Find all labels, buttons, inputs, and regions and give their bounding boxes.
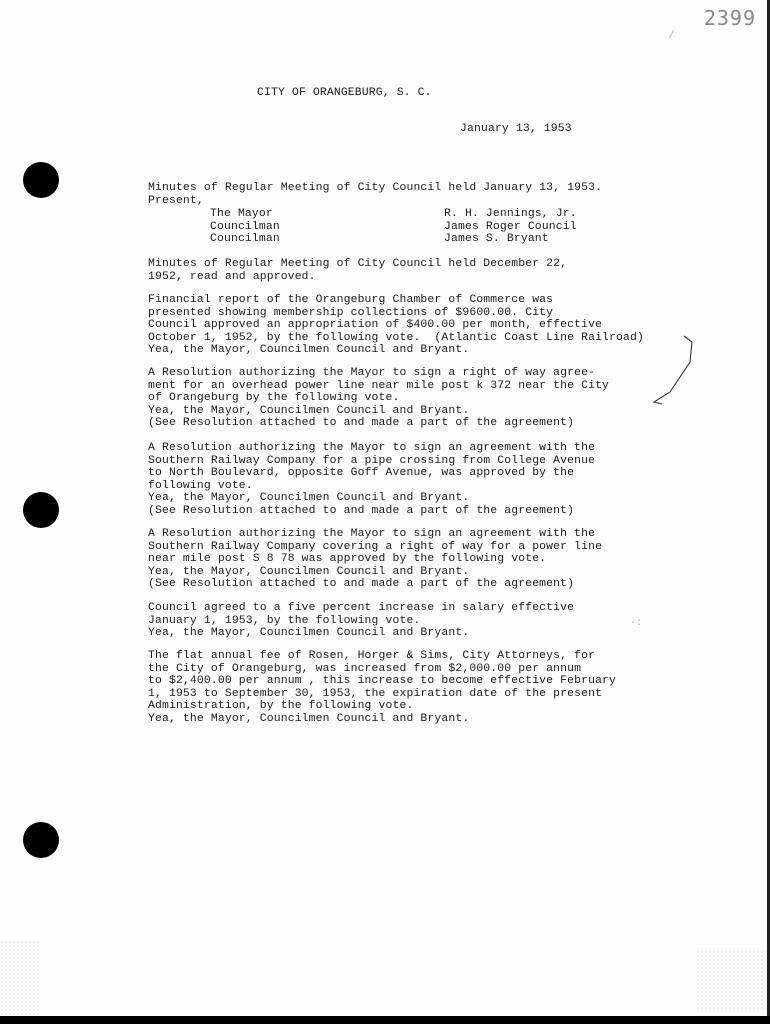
ink-speck: ·: <box>630 618 643 629</box>
scan-noise <box>696 950 766 1010</box>
margin-bracket-mark <box>640 332 700 412</box>
meeting-date: January 13, 1953 <box>460 123 572 135</box>
page-number: 2399 <box>703 6 756 30</box>
attendance-titles: The Mayor Councilman Councilman <box>210 208 280 246</box>
scan-noise <box>0 940 40 1020</box>
paragraph-finance: Financial report of the Orangeburg Chamber of Commerce was presented showing membership collections of $9600.00. City Council approved an appropriation of $400.00 per month, effective October 1, 1952, by the following vote. (Atlantic Coast Line Railroad) Yea, the Mayor, Councilmen Council and Bryant. <box>148 294 644 357</box>
city-header: CITY OF ORANGEBURG, S. C. <box>257 87 432 99</box>
paragraph-minutes: Minutes of Regular Meeting of City Council held December 22, 1952, read and approved. <box>148 258 568 283</box>
pencil-tick-mark: ⁄ <box>668 28 676 42</box>
paragraph-attorney-fee: The flat annual fee of Rosen, Horger & Sims, City Attorneys, for the City of Orangeburg, was increased from $2,000.00 per annum to $2,400.00 per annum , this increase to become effective February 1, 1953 to September 30, 1953, the expiration date of the present Administration, by the following vote. Yea, the Mayor, Councilmen Council and Bryant. <box>148 650 617 725</box>
scan-edge <box>0 1016 770 1024</box>
paragraph-salary: Council agreed to a five percent increase in salary effective January 1, 1953, by the following vote. Yea, the Mayor, Councilmen Council and Bryant. <box>148 602 575 640</box>
punch-hole <box>23 162 59 198</box>
punch-hole <box>23 822 59 858</box>
attendance-names: R. H. Jennings, Jr. James Roger Council James S. Bryant <box>444 208 577 246</box>
intro-paragraph: Minutes of Regular Meeting of City Council held January 13, 1953. Present, <box>148 182 603 207</box>
paragraph-resolution-2: A Resolution authorizing the Mayor to sign an agreement with the Southern Railway Company for a pipe crossing from College Avenue to North Boulevard, opposite Goff Avenue, was approved by the following vote. Yea, the Mayor, Councilmen Council and Bryant. (See Resolution attached to and made a part of the agreement) <box>148 442 596 517</box>
punch-hole <box>23 492 59 528</box>
paragraph-resolution-1: A Resolution authorizing the Mayor to sign a right of way agree- ment for an overhead power line near mile post k 372 near the City of Orangeburg by the following vote. Yea, the Mayor, Councilmen Council and Bryant. (See Resolution attached to and made a part of the agreement) <box>148 367 610 430</box>
paragraph-resolution-3: A Resolution authorizing the Mayor to sign an agreement with the Southern Railway Company covering a right of way for a power line near mile post S 8 78 was approved by the following vote. Yea, the Mayor, Councilmen Council and Bryant. (See Resolution attached to and made a part of the agreement) <box>148 528 603 591</box>
